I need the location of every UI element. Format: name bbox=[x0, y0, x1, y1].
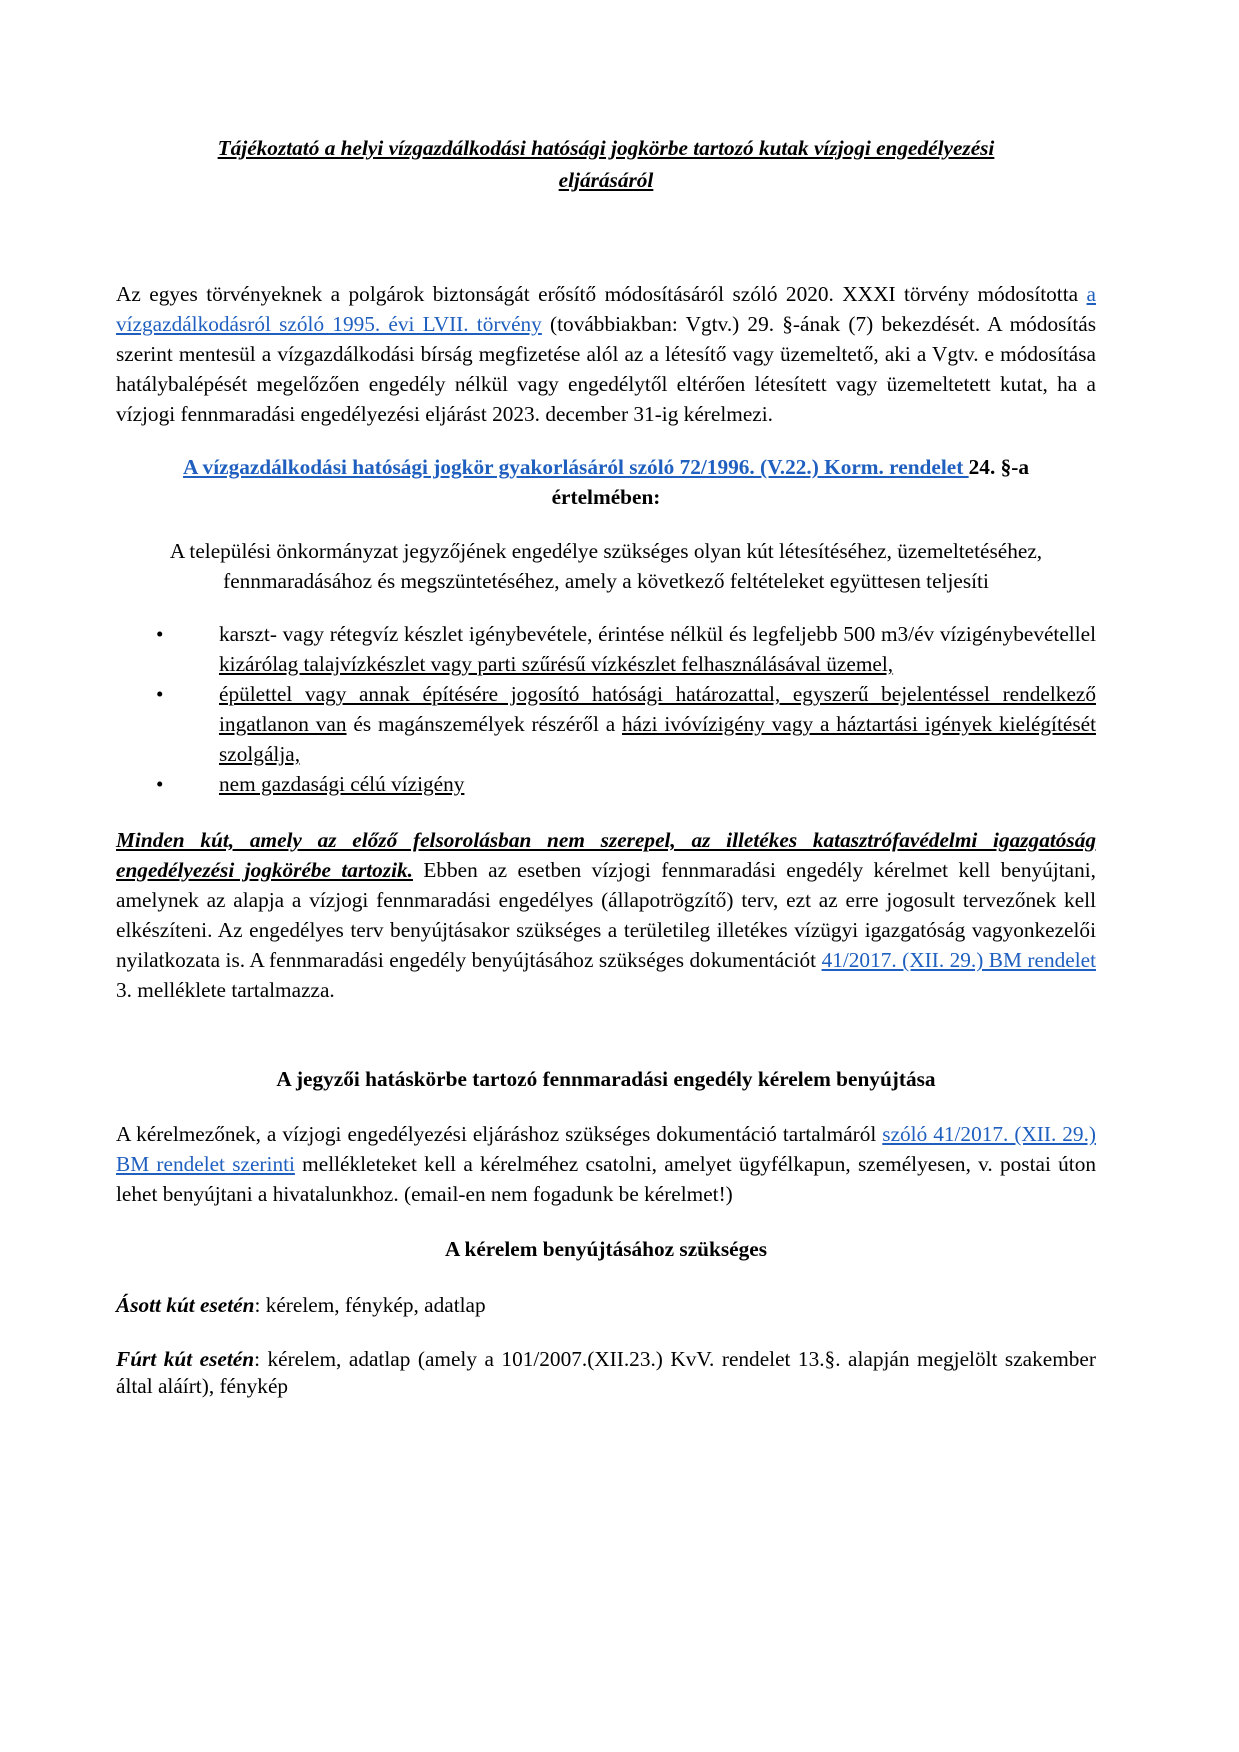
list-item bbox=[116, 769, 1096, 799]
bullet-icon: • bbox=[156, 622, 164, 646]
intro-paragraph bbox=[116, 279, 1096, 429]
submission-heading: A jegyzői hatáskörbe tartozó fennmaradási engedély kérelem benyújtása bbox=[276, 1067, 936, 1091]
decree-link[interactable]: A vízgazdálkodási hatósági jogkör gyakorlásáról szóló 72/1996. (V.22.) Korm. rendelet bbox=[183, 455, 969, 479]
submission-text-a: A kérelmezőnek, a vízjogi engedélyezési eljáráshoz szükséges dokumentáció tartalmáról bbox=[116, 1122, 883, 1146]
bullet-icon: • bbox=[156, 772, 164, 796]
intro-text-b: (továbbiakban: Vgtv.) 29. §-ának (7) bekezdését. A módosítás szerint mentesül a vízgazdálkodási bírság megfizetése alól az a létesítő vagy üzemeltető, aki a Vgtv. e módosítása hatálybalépését megelőzően engedély nélkül vagy engedélytől eltérően létesített vagy üzemeltetett kutat, ha a vízjogi fennmaradási engedélyezési eljárást 2023. december 31-ig kérelmezi. bbox=[116, 312, 1096, 426]
decree-heading bbox=[146, 452, 1066, 512]
drilled-well-line bbox=[116, 1346, 1096, 1400]
conditions-list bbox=[116, 619, 1096, 799]
competence-paragraph bbox=[116, 825, 1096, 1005]
condition-1-text: karszt- vagy rétegvíz készlet igénybevétele, érintése nélkül és legfeljebb 500 m3/év vízigénybevétellel bbox=[219, 622, 1096, 646]
drilled-well-label: Fúrt kút esetén bbox=[116, 1347, 255, 1371]
list-item bbox=[116, 619, 1096, 679]
bm-decree-link-2[interactable]: szóló 41/2017. (XII. 29.) BM rendelet szerinti bbox=[116, 1122, 1096, 1176]
document-title bbox=[146, 132, 1066, 196]
bullet-icon: • bbox=[156, 682, 164, 706]
competence-text-a: Ebben az esetben vízjogi fennmaradási engedély kérelmet kell benyújtani, amelynek az alapja a vízjogi fennmaradási engedélyes (állapotrögzítő) terv, ezt az erre jogosult tervezőnek kell elkészíteni. Az engedélyes terv benyújtásakor szükséges a területileg illetékes vízügyi igazgatóság vagyonkezelői nyilatkozata is. A fennmaradási engedély benyújtásához szükséges dokumentációt bbox=[116, 858, 1096, 972]
condition-3-underlined: nem gazdasági célú vízigény bbox=[219, 772, 465, 796]
drilled-well-text: : kérelem, adatlap (amely a 101/2007.(XII.23.) KvV. rendelet 13.§. alapján megjelölt szakember által aláírt), fénykép bbox=[116, 1347, 1096, 1398]
submission-text-b: mellékleteket kell a kérelméhez csatolni, amelyet ügyfélkapun, személyesen, v. postai úton lehet benyújtani a hivatalunkhoz. (email-en nem fogadunk be kérelmet!) bbox=[116, 1152, 1096, 1206]
dug-well-line bbox=[116, 1290, 1096, 1320]
list-item bbox=[116, 679, 1096, 769]
bm-decree-link[interactable]: 41/2017. (XII. 29.) BM rendelet bbox=[821, 948, 1097, 972]
condition-2-text: és magánszemélyek részéről a bbox=[346, 712, 623, 736]
condition-2-underlined-a: épülettel vagy annak építésére jogosító hatósági határozattal, egyszerű bejelentéssel rendelkező ingatlanon van bbox=[219, 682, 1096, 736]
competence-bold: Minden kút, amely az előző felsorolásban nem szerepel, az illetékes katasztrófavédelmi igazgatóság engedélyezési jogkörébe tartozik. bbox=[116, 828, 1096, 882]
competence-text-b: 3. melléklete tartalmazza. bbox=[116, 978, 335, 1002]
decree-text: 24. §-a értelmében: bbox=[551, 455, 1029, 509]
title-line-2: eljárásáról bbox=[558, 168, 654, 192]
required-heading: A kérelem benyújtásához szükséges bbox=[444, 1237, 767, 1261]
condition-1-underlined: kizárólag talajvízkészlet vagy parti szűrésű vízkészlet felhasználásával üzemel, bbox=[219, 652, 894, 676]
vgtv-law-link[interactable]: a vízgazdálkodásról szóló 1995. évi LVII. törvény bbox=[116, 282, 1096, 336]
condition-2-underlined-b: házi ivóvízigény vagy a háztartási igények kielégítését szolgálja, bbox=[219, 712, 1096, 766]
submission-paragraph bbox=[116, 1119, 1096, 1209]
intro-text-a: Az egyes törvényeknek a polgárok biztonságát erősítő módosításáról szóló 2020. XXXI törvény módosította bbox=[116, 282, 1087, 306]
title-line-1: Tájékoztató a helyi vízgazdálkodási hatósági jogkörbe tartozó kutak vízjogi engedélyezési bbox=[217, 136, 995, 160]
condition-intro: A települési önkormányzat jegyzőjének engedélye szükséges olyan kút létesítéséhez, üzemeltetéséhez, fennmaradásához és megszüntetéséhez, amely a következő feltételeket együttesen teljesíti bbox=[169, 539, 1043, 593]
dug-well-text: : kérelem, fénykép, adatlap bbox=[254, 1293, 486, 1317]
dug-well-label: Ásott kút esetén bbox=[116, 1293, 255, 1317]
